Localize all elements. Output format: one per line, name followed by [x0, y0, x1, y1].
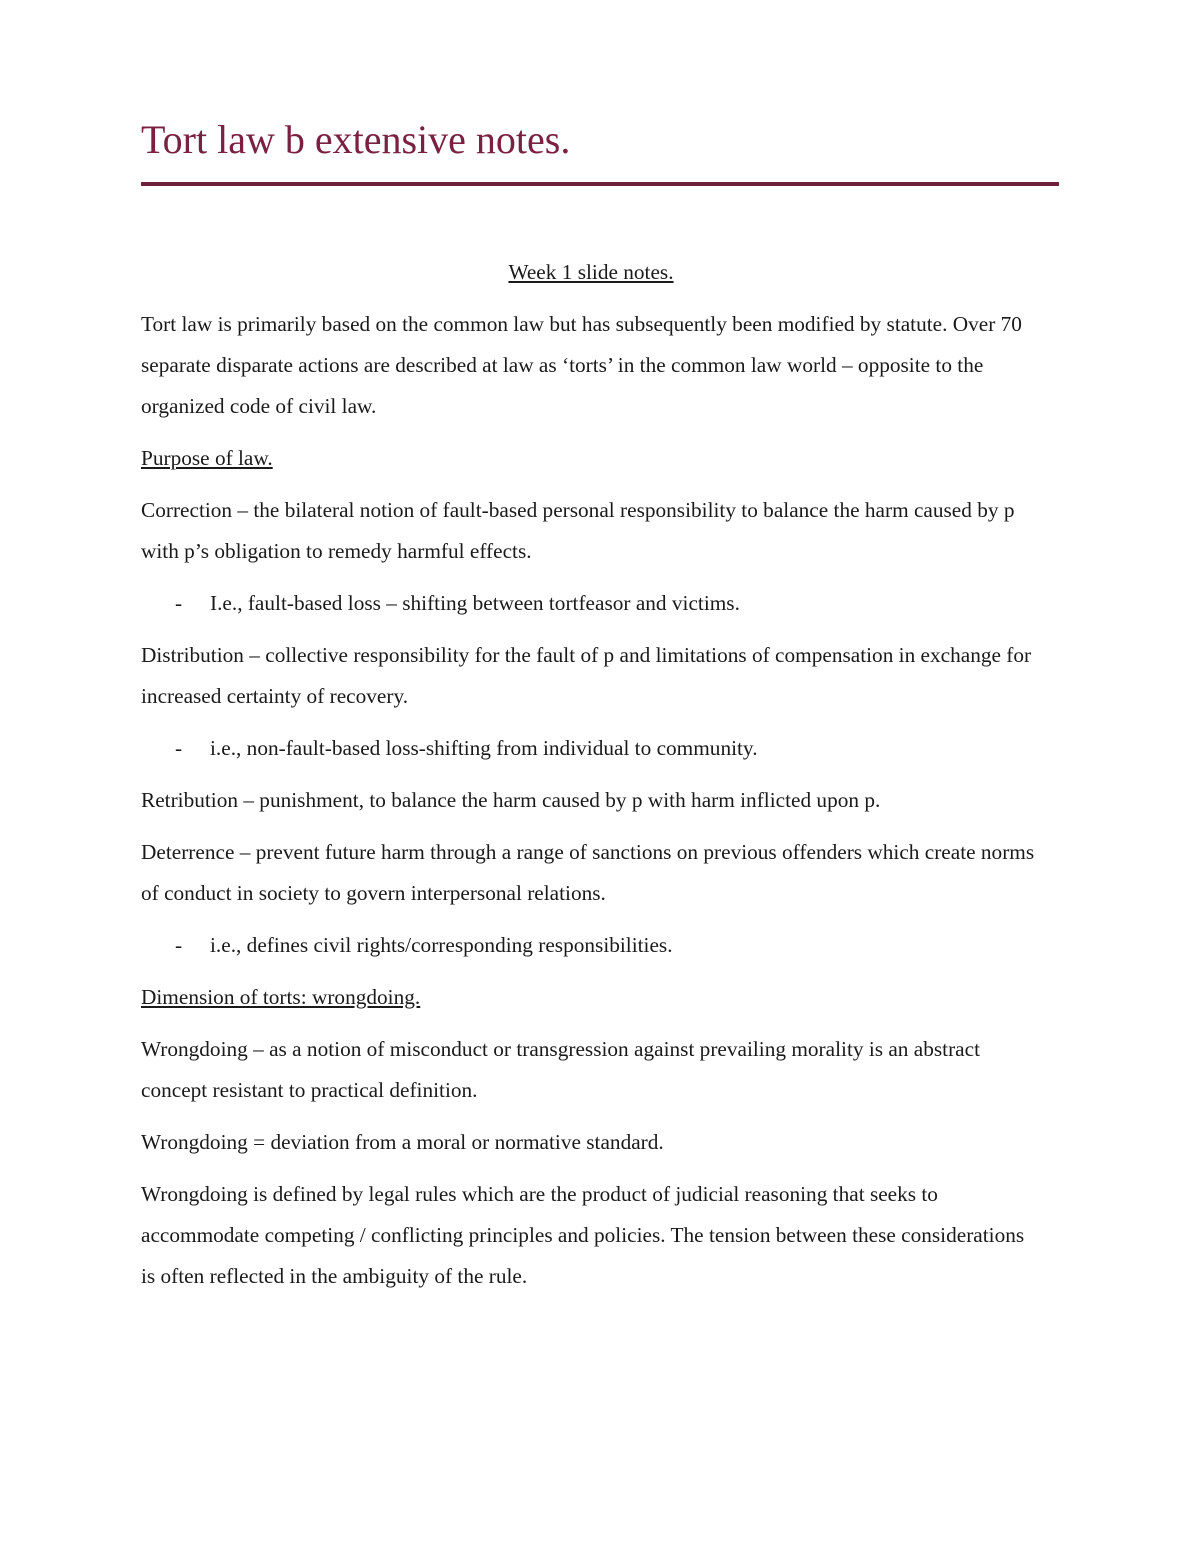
bullet-text: I.e., fault-based loss – shifting between tortfeasor and victims.: [210, 591, 740, 615]
bullet-text: i.e., defines civil rights/corresponding responsibilities.: [210, 933, 673, 957]
section-subtitle: Week 1 slide notes.: [508, 260, 674, 284]
distribution-paragraph: Distribution – collective responsibility for the fault of p and limitations of compensation in exchange for increased certainty of recovery.: [141, 643, 1032, 708]
bullet-marker: -: [175, 933, 183, 957]
bullet-marker: -: [175, 591, 183, 615]
deterrence-paragraph: Deterrence – prevent future harm through a range of sanctions on previous offenders which create norms of conduct in society to govern interpersonal relations.: [141, 840, 1035, 905]
bullet-text: i.e., non-fault-based loss-shifting from individual to community.: [210, 736, 758, 760]
wrongdoing-paragraph-3: Wrongdoing is defined by legal rules which are the product of judicial reasoning that seeks to accommodate competing / conflicting principles and policies. The tension between these considerations is often reflected in the ambiguity of the rule.: [141, 1182, 1025, 1288]
deterrence-bullet: [141, 925, 1041, 966]
bullet-marker: -: [175, 736, 183, 760]
correction-paragraph: Correction – the bilateral notion of fault-based personal responsibility to balance the harm caused by p with p’s obligation to remedy harmful effects.: [141, 498, 1015, 563]
document-body: [141, 252, 1041, 1308]
correction-bullet: [141, 583, 1041, 624]
dimension-heading: Dimension of torts: wrongdoing.: [141, 985, 421, 1009]
distribution-bullet: [141, 728, 1041, 769]
title-divider: [141, 182, 1059, 186]
intro-paragraph: Tort law is primarily based on the common law but has subsequently been modified by statute. Over 70 separate disparate actions are described at law as ‘torts’ in the common law world – opposite to the organized code of civil law.: [141, 312, 1022, 418]
retribution-paragraph: Retribution – punishment, to balance the harm caused by p with harm inflicted upon p.: [141, 788, 881, 812]
document-title: Tort law b extensive notes.: [141, 117, 571, 162]
purpose-heading: Purpose of law.: [141, 446, 273, 470]
wrongdoing-paragraph-2: Wrongdoing = deviation from a moral or normative standard.: [141, 1130, 664, 1154]
wrongdoing-paragraph-1: Wrongdoing – as a notion of misconduct or transgression against prevailing morality is an abstract concept resistant to practical definition.: [141, 1037, 981, 1102]
